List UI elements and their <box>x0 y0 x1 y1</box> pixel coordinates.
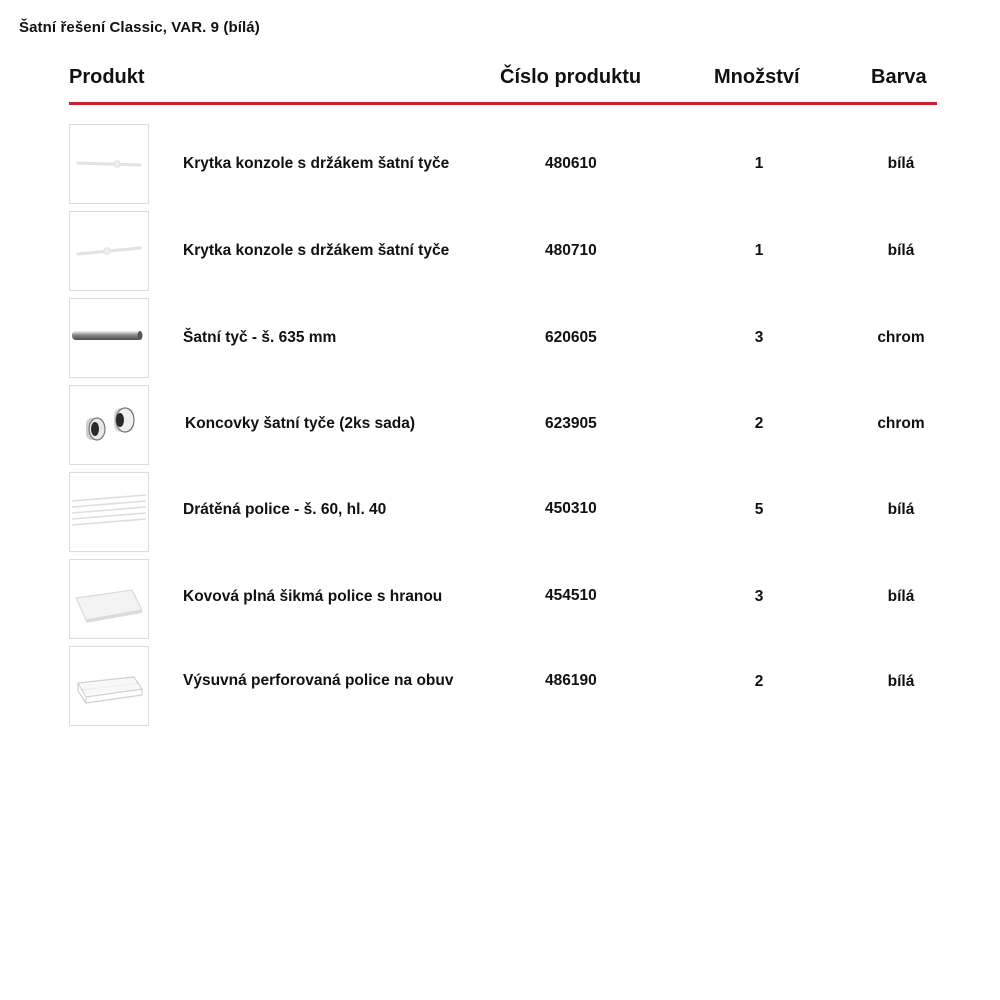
product-number: 620605 <box>545 329 597 346</box>
shoe-shelf-icon <box>70 647 148 725</box>
product-name: Koncovky šatní tyče (2ks sada) <box>185 415 416 432</box>
product-quantity: 1 <box>754 155 764 172</box>
product-quantity: 1 <box>754 242 764 259</box>
table-row <box>69 559 937 641</box>
product-color: bílá <box>887 242 915 259</box>
product-color: bílá <box>887 155 915 172</box>
product-number: 454510 <box>545 587 597 604</box>
rod-end-caps-icon <box>70 386 148 464</box>
table-row <box>69 124 937 206</box>
product-thumbnail <box>69 385 149 465</box>
product-name: Kovová plná šikmá police s hranou <box>183 588 443 605</box>
header-divider <box>69 102 937 105</box>
product-number: 450310 <box>545 500 597 517</box>
product-name: Výsuvná perforovaná police na obuv <box>183 672 454 689</box>
product-thumbnail <box>69 472 149 552</box>
product-quantity: 2 <box>754 673 764 690</box>
product-name: Krytka konzole s držákem šatní tyče <box>183 155 450 172</box>
page-title: Šatní řešení Classic, VAR. 9 (bílá) <box>19 19 260 36</box>
table-row <box>69 472 937 554</box>
table-header <box>69 66 937 94</box>
product-name: Drátěná police - š. 60, hl. 40 <box>183 501 387 518</box>
table-row <box>69 646 937 728</box>
product-color: bílá <box>887 588 915 605</box>
product-thumbnail <box>69 559 149 639</box>
product-name: Šatní tyč - š. 635 mm <box>183 329 337 346</box>
header-product-number: Číslo produktu <box>500 66 642 88</box>
product-thumbnail <box>69 124 149 204</box>
header-product: Produkt <box>69 66 145 88</box>
solid-shelf-icon <box>70 560 148 638</box>
wire-shelf-icon <box>70 473 148 551</box>
console-cover-icon <box>70 125 148 203</box>
product-number: 480610 <box>545 155 597 172</box>
console-cover-icon <box>70 212 148 290</box>
product-color: chrom <box>877 415 925 432</box>
product-color: chrom <box>877 329 925 346</box>
header-color: Barva <box>871 66 927 88</box>
header-quantity: Množství <box>714 66 800 88</box>
product-quantity: 5 <box>754 501 764 518</box>
product-color: bílá <box>887 673 915 690</box>
product-number: 486190 <box>545 672 597 689</box>
product-quantity: 2 <box>754 415 764 432</box>
product-number: 480710 <box>545 242 597 259</box>
table-row <box>69 385 937 467</box>
product-name: Krytka konzole s držákem šatní tyče <box>183 242 450 259</box>
product-thumbnail <box>69 298 149 378</box>
product-color: bílá <box>887 501 915 518</box>
hanging-rod-icon <box>70 299 148 377</box>
product-thumbnail <box>69 211 149 291</box>
table-row <box>69 298 937 380</box>
table-row <box>69 211 937 293</box>
product-number: 623905 <box>545 415 597 432</box>
product-quantity: 3 <box>754 588 764 605</box>
product-quantity: 3 <box>754 329 764 346</box>
product-thumbnail <box>69 646 149 726</box>
